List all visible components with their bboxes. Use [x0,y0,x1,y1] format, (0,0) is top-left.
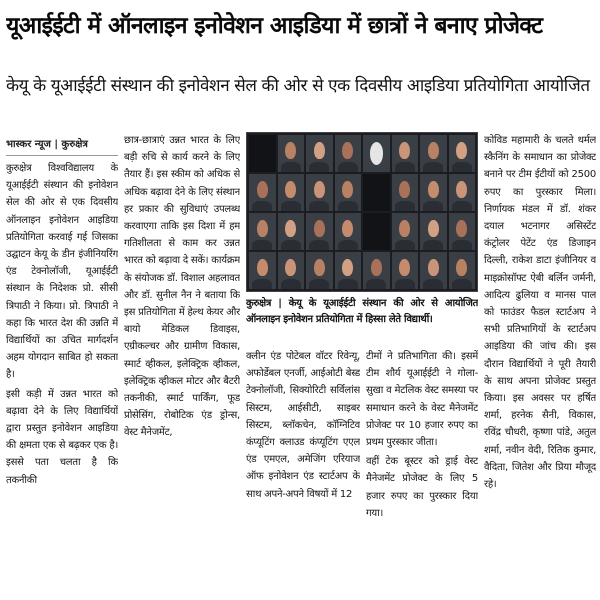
participant-face [456,259,467,277]
participant-tile [420,213,447,250]
paragraph: क्लीन एंड पोटेबल वॉटर रिवेन्यू, अफोर्डेबल एनर्जी, आईओटी बेस्ड टेक्नोलॉजी, सिक्योरिटी सर्विलांस सिस्टम, आईसीटी, साइबर सिस्टम, ब्लॉकचेन, कॉग्निटिव कंप्यूटिंग क्लाउड कंप्यूटिंग एएल एंड एमएल, अमेजिंग एरियाज ऑफ इनोवेशन एंड स्टार्टअप के साथ अपने-अपने विषयों में 12 [246,351,360,500]
participant-body [281,240,301,250]
participant-tile [449,252,476,289]
participant-tile [449,135,476,172]
participant-body [395,240,415,250]
participant-face [428,259,439,277]
participant-face [342,220,353,238]
participant-tile [306,135,333,172]
participant-body [252,279,272,289]
paragraph: छात्र-छात्राएं उन्नत भारत के लिए बड़ी रुचि से कार्य करने के लिए तैयार हैं। इस स्कीम को अधिक से अधिक बढ़ावा देने के लिए संस्थान हर प्रकार की सुविधाएं उपलब्ध करवाएगा ताकि इस दिशा में हम गतिशीलता से काम कर उन्नत भारत को बढ़ावा दे सकें। कार्यक्रम के संयोजक डॉ. विशाल अहलावत और डॉ. सुनील नैन ने बताया कि इस प्रतियोगिता में हेल्थ केयर और बायो मेडिकल डिवाइस, एग्रीकल्चर और ग्रामीण विकास, स्मार्ट व्हीकल, इलेक्ट्रिक व्हीकल, इलेक्ट्रिक व्हीकल मोटर और बैटरी तकनीकी, स्मार्ट पार्किंग, फूड प्रोसेसिंग, रोबोटिक एंड ड्रोन्स, वेस्ट मैनेजमेंट, [124,135,240,439]
participant-face [371,259,382,277]
subheadline: केयू के यूआईईटी संस्थान की इनोवेशन सेल की ओर से एक दिवसीय आइडिया प्रतियोगिता आयोजित [6,76,590,96]
participant-tile [392,174,419,211]
participant-face [342,181,353,199]
headline: यूआईईटी में ऑनलाइन इनोवेशन आइडिया में छात्रों ने बनाए प्रोजेक्ट [6,13,543,39]
participant-tile [420,252,447,289]
participant-tile [249,135,276,172]
participant-body [395,201,415,211]
participant-face [257,220,268,238]
participant-grid [249,135,475,289]
article-column-2 [124,132,240,596]
byline: भास्कर न्यूज | कुरुक्षेत्र [6,134,118,156]
participant-tile [278,135,305,172]
participant-tile [420,135,447,172]
participant-body [338,240,358,250]
participant-face [399,259,410,277]
participant-body [423,162,443,172]
participant-tile [278,174,305,211]
participant-body [309,162,329,172]
video-conference-photo [246,132,478,292]
paragraph: वहीं टेक बूस्टर को ड्राई वेस्ट मैनेजमेंट प्रोजेक्ट के लिए 5 हजार रुपए का पुरस्कार दिया गया। [366,456,478,519]
participant-tile [249,213,276,250]
participant-tile [278,213,305,250]
participant-body [452,201,472,211]
participant-body [281,279,301,289]
article-column-1 [6,160,118,596]
participant-tile [335,135,362,172]
participant-face [314,220,325,238]
participant-face [285,220,296,238]
participant-tile [363,135,390,172]
participant-face [285,259,296,277]
paragraph: इसी कड़ी में उन्नत भारत को बढ़ावा देने के लिए विद्यार्थियों द्वारा प्रस्तुत इनोवेशन आइडिया की क्षमता एक से बढ़कर एक है। इससे पता चलता है कि तकनीकी [6,388,118,486]
participant-face [456,142,467,160]
participant-body [252,201,272,211]
participant-body [338,279,358,289]
paragraph: कुरुक्षेत्र विश्वविद्यालय के यूआईईटी संस्थान की इनोवेशन सेल की ओर से एक दिवसीय ऑनलाइन इनोवेशन आइडिया प्रतियोगिता करवाई गई जिसका उद्घाटन केयू के डीन इंजीनियरिंग एंड टेक्नोलॉजी, यूआईईटी संस्थान के निदेशक प्रो. सीसी त्रिपाठी ने किया। प्रो. त्रिपाठी ने कहा कि भारत देश की उन्नति में विद्यार्थियों का उचित मार्गदर्शन अहम योगदान साबित हो सकता है। [6,163,118,381]
participant-face [342,142,353,160]
participant-tile [306,174,333,211]
participant-face [370,142,383,164]
participant-tile [249,174,276,211]
participant-tile [249,252,276,289]
participant-body [395,279,415,289]
participant-body [338,201,358,211]
participant-tile [392,252,419,289]
participant-tile [363,213,390,250]
article-column-5 [484,132,596,596]
participant-face [342,259,353,277]
participant-tile [392,213,419,250]
participant-tile [278,252,305,289]
participant-tile [392,135,419,172]
participant-face [428,181,439,199]
paragraph: टीमों ने प्रतिभागिता की। इसमें टीम शौर्य यूआईईटी ने गोला-सुखा व मेटलिक वेस्ट समस्या पर समाधान करने के वेस्ट मैनेजमेंट प्रोजेक्ट पर 10 हजार रुपए का प्रथम पुरस्कार जीता। [366,351,478,449]
participant-face [285,142,296,160]
participant-face [399,220,410,238]
participant-body [309,279,329,289]
participant-body [452,240,472,250]
participant-tile [363,252,390,289]
participant-face [399,142,410,160]
participant-face [257,259,268,277]
participant-face [314,259,325,277]
participant-body [423,201,443,211]
participant-body [423,240,443,250]
participant-face [257,181,268,199]
participant-body [281,201,301,211]
participant-face [314,181,325,199]
participant-body [395,162,415,172]
article-column-4 [366,348,478,596]
participant-tile [306,252,333,289]
participant-tile [306,213,333,250]
participant-face [456,220,467,238]
participant-body [309,240,329,250]
participant-face [428,142,439,160]
participant-tile [335,174,362,211]
participant-body [281,162,301,172]
participant-body [252,240,272,250]
participant-tile [363,174,390,211]
participant-face [285,181,296,199]
participant-face [399,181,410,199]
participant-face [428,220,439,238]
article-column-3 [246,348,360,596]
participant-body [366,279,386,289]
participant-face [456,181,467,199]
participant-body [452,162,472,172]
paragraph: कोविड महामारी के चलते थर्मल स्कैनिंग के समाधान का प्रोजेक्ट बनाने पर टीम ईटीयों को 2500 रुपए का पुरस्कार मिला। निर्णायक मंडल में डॉ. शंकर दयाल भटनागर असिस्टेंट कंट्रोलर पेटेंट एंड डिजाइन दिल्ली, राकेश डाटा इंजीनियर व माइक्रोसॉफ्ट ऐबी बर्लिन जर्मनी, आदित्य ढुलिया व मानस पाल को फाउंडर फैडल स्टार्टअप ने सभी प्रतिभागियों के स्टार्टअप आइडिया की जांच की। इस दौरान विद्यार्थियों ने पूरी तैयारी के साथ अपना प्रोजेक्ट प्रस्तुत किया। इस अवसर पर हर्षित शर्मा, हरनेक सैनी, विकास, रविंद्र चौधरी, कृष्णा पांडे, अतुल शर्मा, नवीन वेदी, रितिक कुमार, वैदिता, जितेश और प्रिया मौजूद रहे। [484,135,596,491]
participant-body [338,162,358,172]
participant-body [309,201,329,211]
participant-tile [420,174,447,211]
participant-tile [449,174,476,211]
participant-tile [335,213,362,250]
photo-caption: कुरुक्षेत्र | केयू के यूआईईटी संस्थान की ओर से आयोजित ऑनलाइन इनोवेशन प्रतियोगिता में हिस्सा लेते विद्यार्थी। [246,298,478,325]
participant-tile [335,252,362,289]
participant-face [314,142,325,160]
participant-body [423,279,443,289]
participant-body [452,279,472,289]
participant-tile [449,213,476,250]
